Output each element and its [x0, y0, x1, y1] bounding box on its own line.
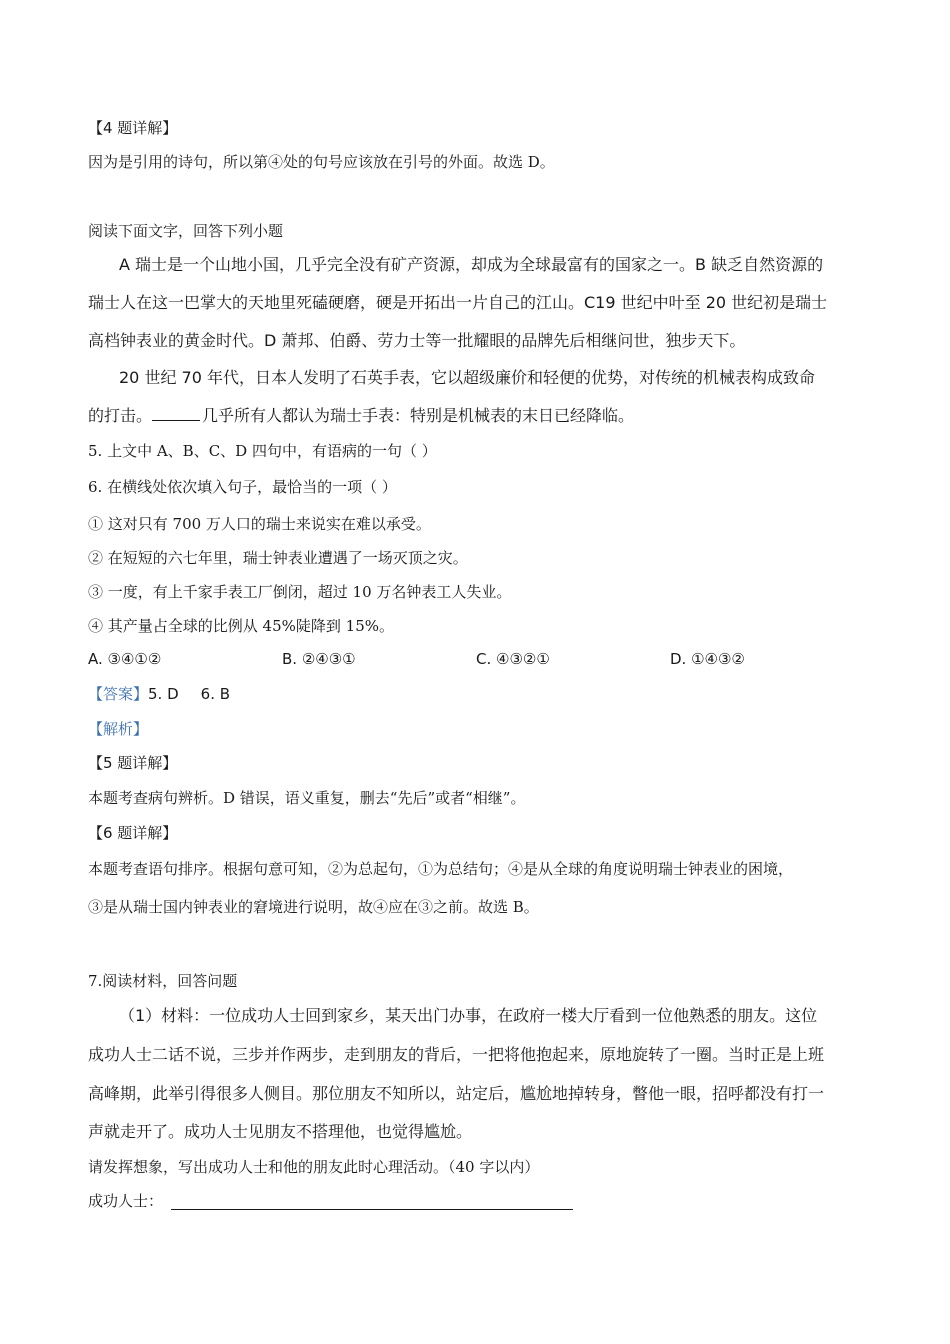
- option-b: B. ②④③①: [282, 650, 356, 668]
- q5-detail-text: 本题考查病句辨析。D 错误，语义重复，删去“先后”或者“相继”。: [88, 789, 526, 807]
- passage-line-3: 高档钟表业的黄金时代。D 萧邦、伯爵、劳力士等一批耀眼的品牌先后相继问世，独步天下。: [88, 331, 746, 350]
- answer-row: [88, 683, 230, 705]
- question-6: 6. 在横线处依次填入句子，最恰当的一项（ ）: [88, 478, 397, 496]
- passage-line-1: A 瑞士是一个山地小国，几乎完全没有矿产资源，却成为全球最富有的国家之一。B 缺乏自然资源的: [119, 255, 824, 274]
- q7-answer-label: 成功人士：: [88, 1192, 164, 1210]
- sentence-2: ② 在短短的六七年里，瑞士钟表业遭遇了一场灭顶之灾。: [88, 549, 468, 567]
- material-line-2: 成功人士二话不说，三步并作两步，走到朋友的背后，一把将他抱起来，原地旋转了一圈。当时正是上班: [88, 1045, 825, 1064]
- passage-line-5: [88, 405, 634, 427]
- q4-detail-heading: 【4 题详解】: [88, 119, 178, 137]
- q4-detail-text: 因为是引用的诗句，所以第④处的句号应该放在引号的外面。故选 D。: [88, 153, 555, 171]
- fill-in-blank: [152, 405, 200, 421]
- sentence-4: ④ 其产量占全球的比例从 45%陡降到 15%。: [88, 617, 394, 635]
- option-a: A. ③④①②: [88, 650, 162, 668]
- answer-label: 【答案】: [88, 685, 149, 703]
- question-5: 5. 上文中 A、B、C、D 四句中，有语病的一句（ ）: [88, 442, 437, 460]
- answer-5: 5. D: [148, 685, 179, 703]
- q5-detail-heading: 【5 题详解】: [88, 754, 178, 772]
- passage-line-2: 瑞士人在这一巴掌大的天地里死磕硬磨，硬是开拓出一片自己的江山。C19 世纪中叶至 20 世纪初是瑞士: [88, 293, 828, 312]
- analysis-label: 【解析】: [88, 720, 149, 738]
- material-line-4: 声就走开了。成功人士见朋友不搭理他，也觉得尴尬。: [88, 1122, 473, 1141]
- material-line-1: （1）材料：一位成功人士回到家乡，某天出门办事，在政府一楼大厅看到一位他熟悉的朋友。这位: [119, 1006, 818, 1025]
- q7-prompt: 请发挥想象，写出成功人士和他的朋友此时心理活动。（40 字以内）: [88, 1158, 540, 1176]
- sentence-3: ③ 一度，有上千家手表工厂倒闭，超过 10 万名钟表工人失业。: [88, 583, 512, 601]
- sentence-1: ① 这对只有 700 万人口的瑞士来说实在难以承受。: [88, 515, 431, 533]
- passage-line-5-prefix: 的打击。: [88, 406, 153, 425]
- q6-detail-heading: 【6 题详解】: [88, 824, 178, 842]
- q6-detail-text-2: ③是从瑞士国内钟表业的窘境进行说明，故④应在③之前。故选 B。: [88, 898, 539, 916]
- q6-detail-text-1: 本题考查语句排序。根据句意可知，②为总起句，①为总结句；④是从全球的角度说明瑞士钟表业的困境，: [88, 860, 794, 878]
- option-c: C. ④③②①: [476, 650, 550, 668]
- option-d: D. ①④③②: [670, 650, 745, 668]
- answer-underline: [171, 1209, 573, 1210]
- q7-title: 7.阅读材料，回答问题: [88, 972, 238, 990]
- material-line-3: 高峰期，此举引得很多人侧目。那位朋友不知所以，站定后，尴尬地掉转身，瞥他一眼，招呼都没有打一: [88, 1084, 825, 1103]
- reading-intro: 阅读下面文字，回答下列小题: [88, 222, 284, 240]
- passage-line-4: 20 世纪 70 年代，日本人发明了石英手表，它以超级廉价和轻便的优势，对传统的机械表构成致命: [119, 368, 815, 387]
- answer-6: 6. B: [200, 685, 231, 703]
- passage-line-5-text: 几乎所有人都认为瑞士手表：特别是机械表的末日已经降临。: [202, 406, 635, 425]
